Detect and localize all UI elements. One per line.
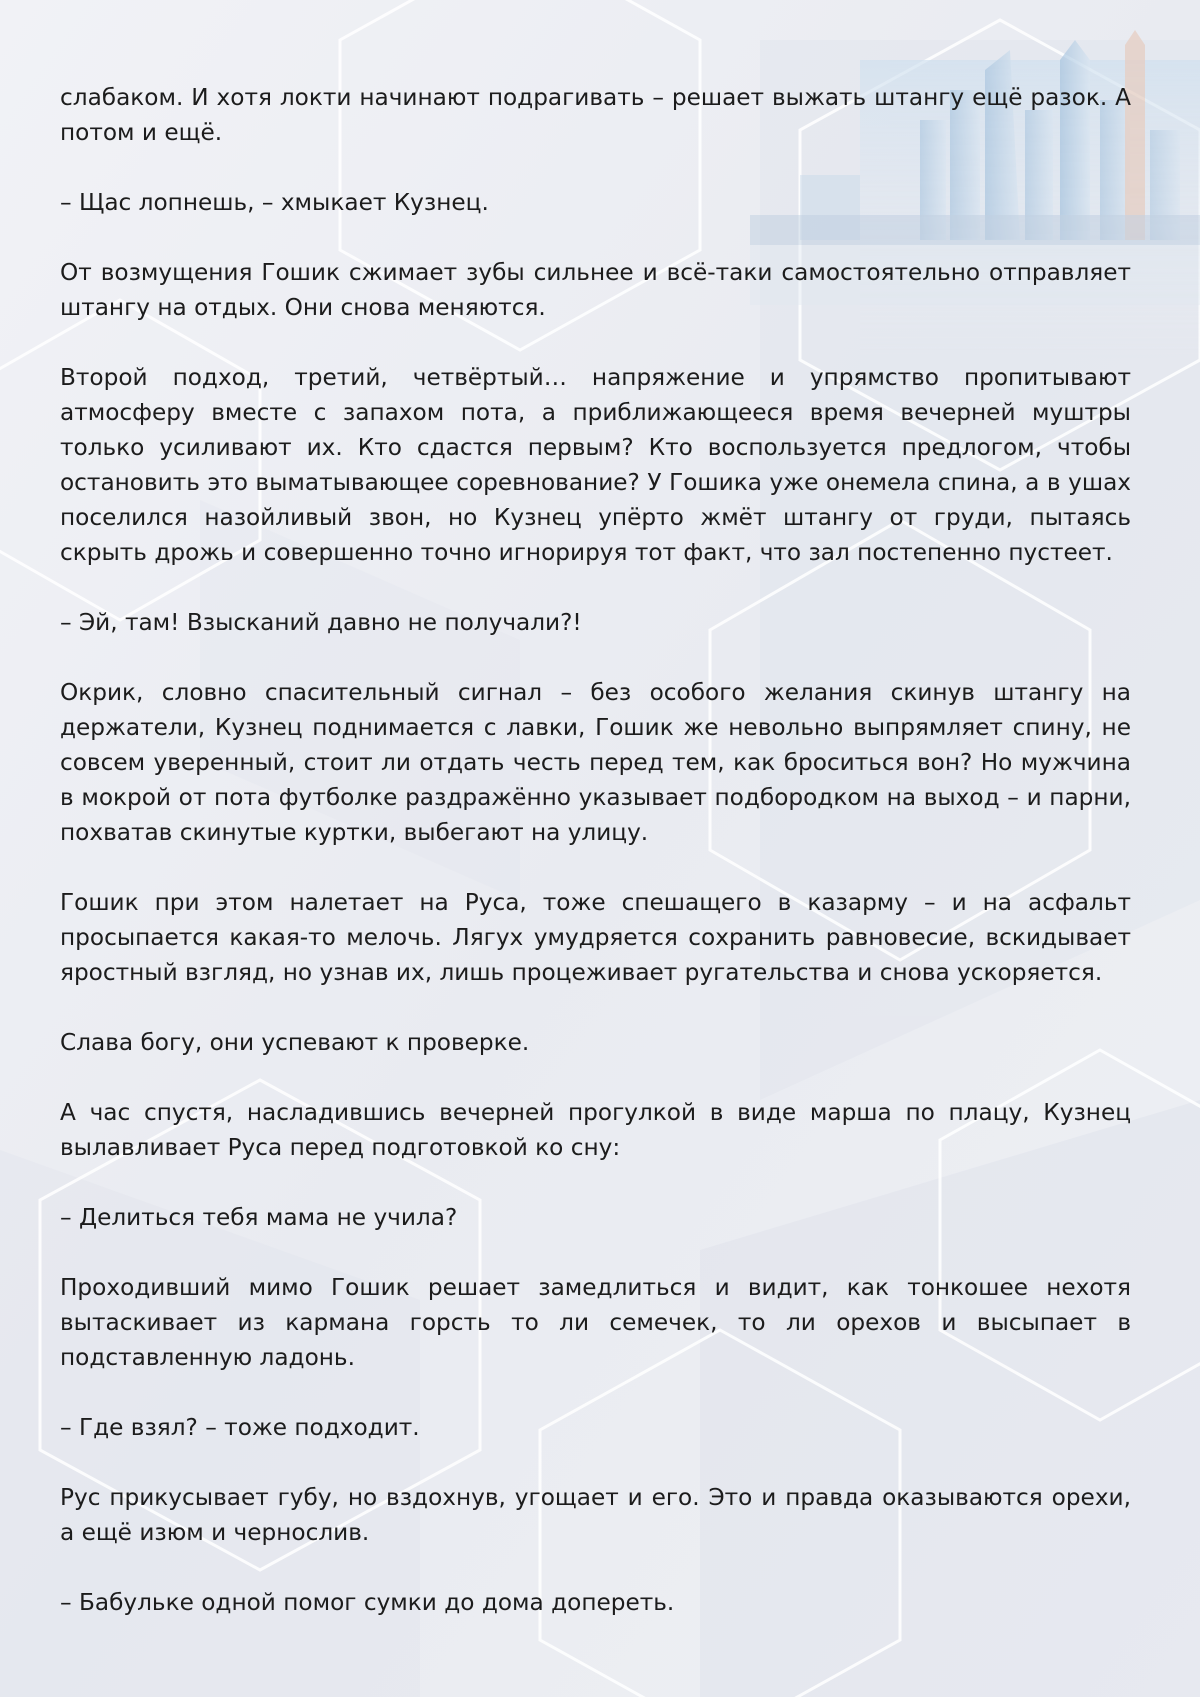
paragraph: От возмущения Гошик сжимает зубы сильнее и всё-таки самостоятельно отправляет штангу на отдых. Они снова меняются. xyxy=(60,259,1131,321)
paragraph: Проходивший мимо Гошик решает замедлиться и видит, как тонкошее нехотя вытаскивает из кармана горсть то ли семечек, то ли орехов и высыпает в подставленную ладонь. xyxy=(60,1274,1131,1371)
paragraph: Окрик, словно спасительный сигнал – без особого желания скинув штангу на держатели, Кузнец поднимается с лавки, Гошик же невольно выпрямляет спину, не совсем уверенный, стоит ли отдать честь перед тем, как броситься вон? Но мужчина в мокрой от пота футболке раздражённо указывает подбородком на выход – и парни, похватав скинутые куртки, выбегают на улицу. xyxy=(60,679,1131,846)
paragraph: Слава богу, они успевают к проверке. xyxy=(60,1029,530,1056)
paragraph: Второй подход, третий, четвёртый… напряжение и упрямство пропитывают атмосферу вместе с запахом пота, а приближающееся время вечерней муштры только усиливают их. Кто сдастся первым? Кто воспользуется предлогом, чтобы остановить это выматывающее соревнование? У Гошика уже онемела спина, а в ушах поселился назойливый звон, но Кузнец упёрто жмёт штангу от груди, пытаясь скрыть дрожь и совершенно точно игнорируя тот факт, что зал постепенно пустеет. xyxy=(60,364,1131,566)
dialogue-line: – Бабульке одной помог сумки до дома доперeть. xyxy=(60,1589,675,1616)
paragraph: Рус прикусывает губу, но вздохнув, угощает и его. Это и правда оказываются орехи, а ещё изюм и чернослив. xyxy=(60,1484,1131,1546)
dialogue-line: – Эй, там! Взысканий давно не получали?! xyxy=(60,609,582,636)
dialogue-line: – Делиться тебя мама не учила? xyxy=(60,1204,458,1231)
paragraph: слабаком. И хотя локти начинают подрагивать – решает выжать штангу ещё разок. А потом и ещё. xyxy=(60,84,1131,146)
paragraph: А час спустя, насладившись вечерней прогулкой в виде марша по плацу, Кузнец вылавливает Руса перед подготовкой ко сну: xyxy=(60,1099,1131,1161)
page-body xyxy=(60,80,1131,1655)
dialogue-line: – Щас лопнешь, – хмыкает Кузнец. xyxy=(60,189,489,216)
paragraph: Гошик при этом налетает на Руса, тоже спешащего в казарму – и на асфальт просыпается какая-то мелочь. Лягух умудряется сохранить равновесие, вскидывает яростный взгляд, но узнав их, лишь процеживает ругательства и снова ускоряется. xyxy=(60,889,1131,986)
dialogue-line: – Где взял? – тоже подходит. xyxy=(60,1414,420,1441)
